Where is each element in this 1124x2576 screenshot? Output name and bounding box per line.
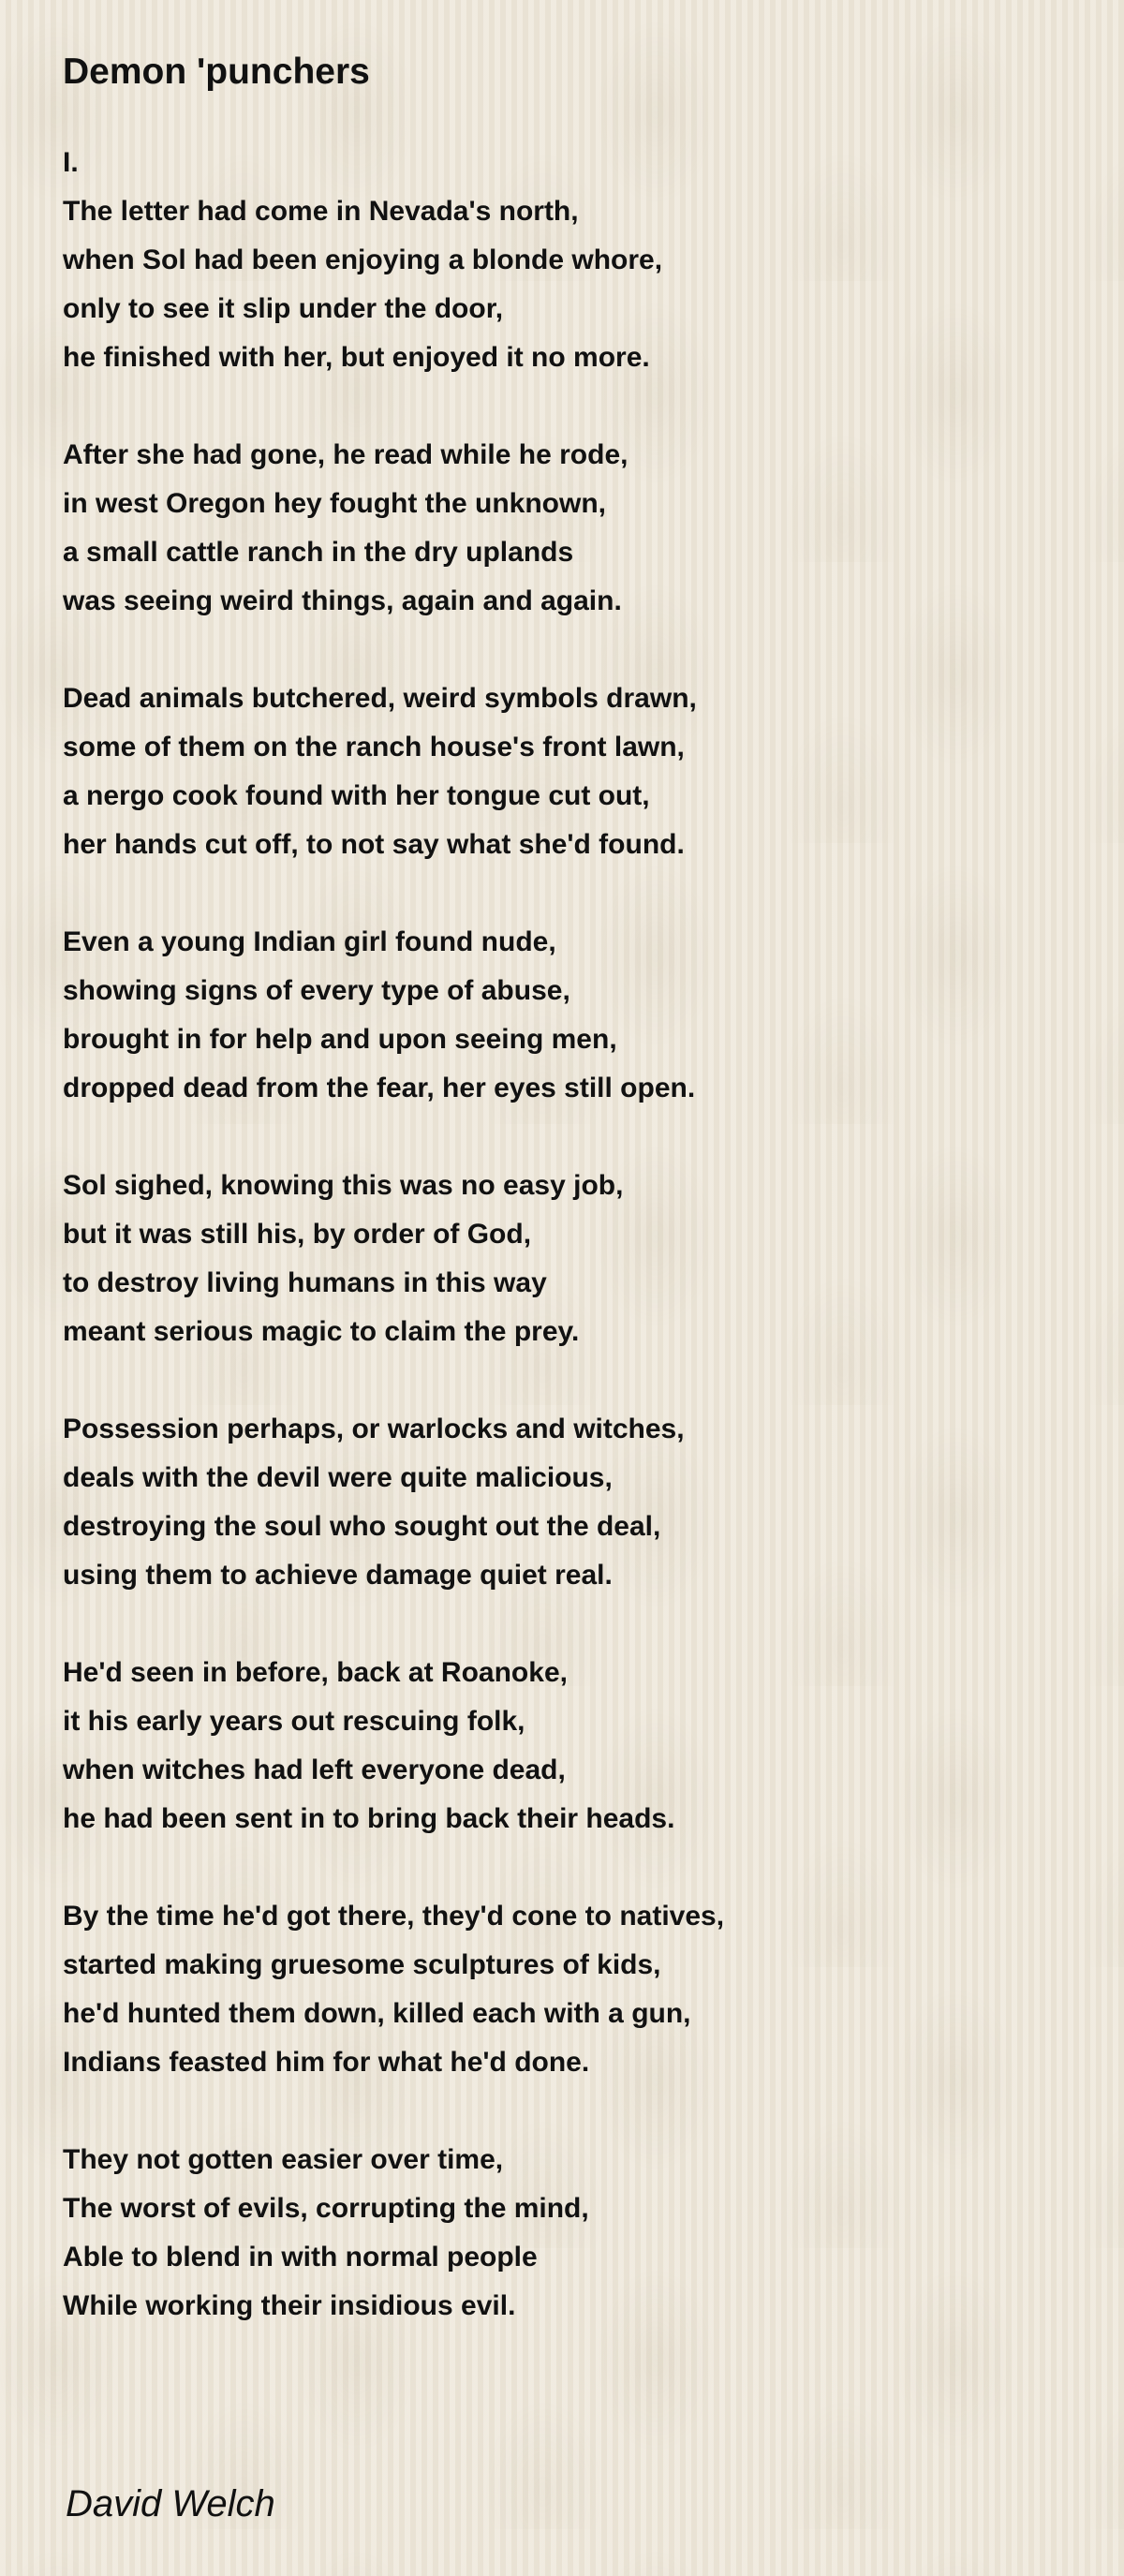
poem-line: The letter had come in Nevada's north,: [63, 196, 579, 227]
poem-line: some of them on the ranch house's front lawn,: [63, 732, 685, 762]
poem-line: when Sol had been enjoying a blonde whore,: [63, 244, 663, 275]
poem-line: meant serious magic to claim the prey.: [63, 1316, 580, 1347]
poem-line: Possession perhaps, or warlocks and witches,: [63, 1414, 685, 1444]
poem-line: The worst of evils, corrupting the mind,: [63, 2193, 589, 2224]
poem-line: her hands cut off, to not say what she'd found.: [63, 829, 685, 860]
poem-container: [63, 49, 1074, 2379]
stanza: [63, 139, 1074, 382]
poem-line: They not gotten easier over time,: [63, 2144, 504, 2175]
poem-line: brought in for help and upon seeing men,: [63, 1024, 617, 1055]
stanza: [63, 674, 1074, 869]
poem-line: but it was still his, by order of God,: [63, 1219, 532, 1250]
author-name: David Welch: [66, 2483, 275, 2524]
poem-line: Dead animals butchered, weird symbols drawn,: [63, 683, 697, 714]
poem-line: Sol sighed, knowing this was no easy job,: [63, 1170, 624, 1201]
poem-line: Even a young Indian girl found nude,: [63, 926, 556, 957]
poem-line: By the time he'd got there, they'd cone to natives,: [63, 1901, 725, 1932]
poem-body: [63, 139, 1074, 2331]
poem-line: Indians feasted him for what he'd done.: [63, 2047, 590, 2078]
poem-line: he had been sent in to bring back their heads.: [63, 1803, 675, 1834]
poem-line: I.: [63, 147, 79, 178]
stanza: [63, 1892, 1074, 2087]
stanza: [63, 1649, 1074, 1843]
poem-line: he'd hunted them down, killed each with a gun,: [63, 1998, 691, 2029]
poem-line: a nergo cook found with her tongue cut out,: [63, 780, 650, 811]
stanza: [63, 431, 1074, 626]
stanza: [63, 2136, 1074, 2331]
poem-line: only to see it slip under the door,: [63, 293, 504, 324]
poem-line: was seeing weird things, again and again.: [63, 585, 622, 616]
poem-line: using them to achieve damage quiet real.: [63, 1560, 613, 1591]
poem-title: Demon 'punchers: [63, 52, 370, 92]
poem-line: dropped dead from the fear, her eyes still open.: [63, 1073, 696, 1103]
poem-line: deals with the devil were quite malicious,: [63, 1462, 613, 1493]
poem-line: when witches had left everyone dead,: [63, 1754, 566, 1785]
poem-line: started making gruesome sculptures of kids,: [63, 1949, 661, 1980]
poem-line: it his early years out rescuing folk,: [63, 1706, 525, 1737]
stanza: [63, 1162, 1074, 1356]
poem-line: he finished with her, but enjoyed it no more.: [63, 342, 650, 373]
poem-line: showing signs of every type of abuse,: [63, 975, 570, 1006]
poem-line: a small cattle ranch in the dry uplands: [63, 537, 574, 568]
poem-line: While working their insidious evil.: [63, 2290, 516, 2321]
stanza: [63, 1405, 1074, 1600]
stanza: [63, 918, 1074, 1113]
poem-line: He'd seen in before, back at Roanoke,: [63, 1657, 568, 1688]
poem-line: destroying the soul who sought out the deal,: [63, 1511, 661, 1542]
poem-line: in west Oregon hey fought the unknown,: [63, 488, 606, 519]
poem-line: After she had gone, he read while he rode,: [63, 439, 629, 470]
poem-line: to destroy living humans in this way: [63, 1267, 547, 1298]
poem-line: Able to blend in with normal people: [63, 2242, 538, 2273]
